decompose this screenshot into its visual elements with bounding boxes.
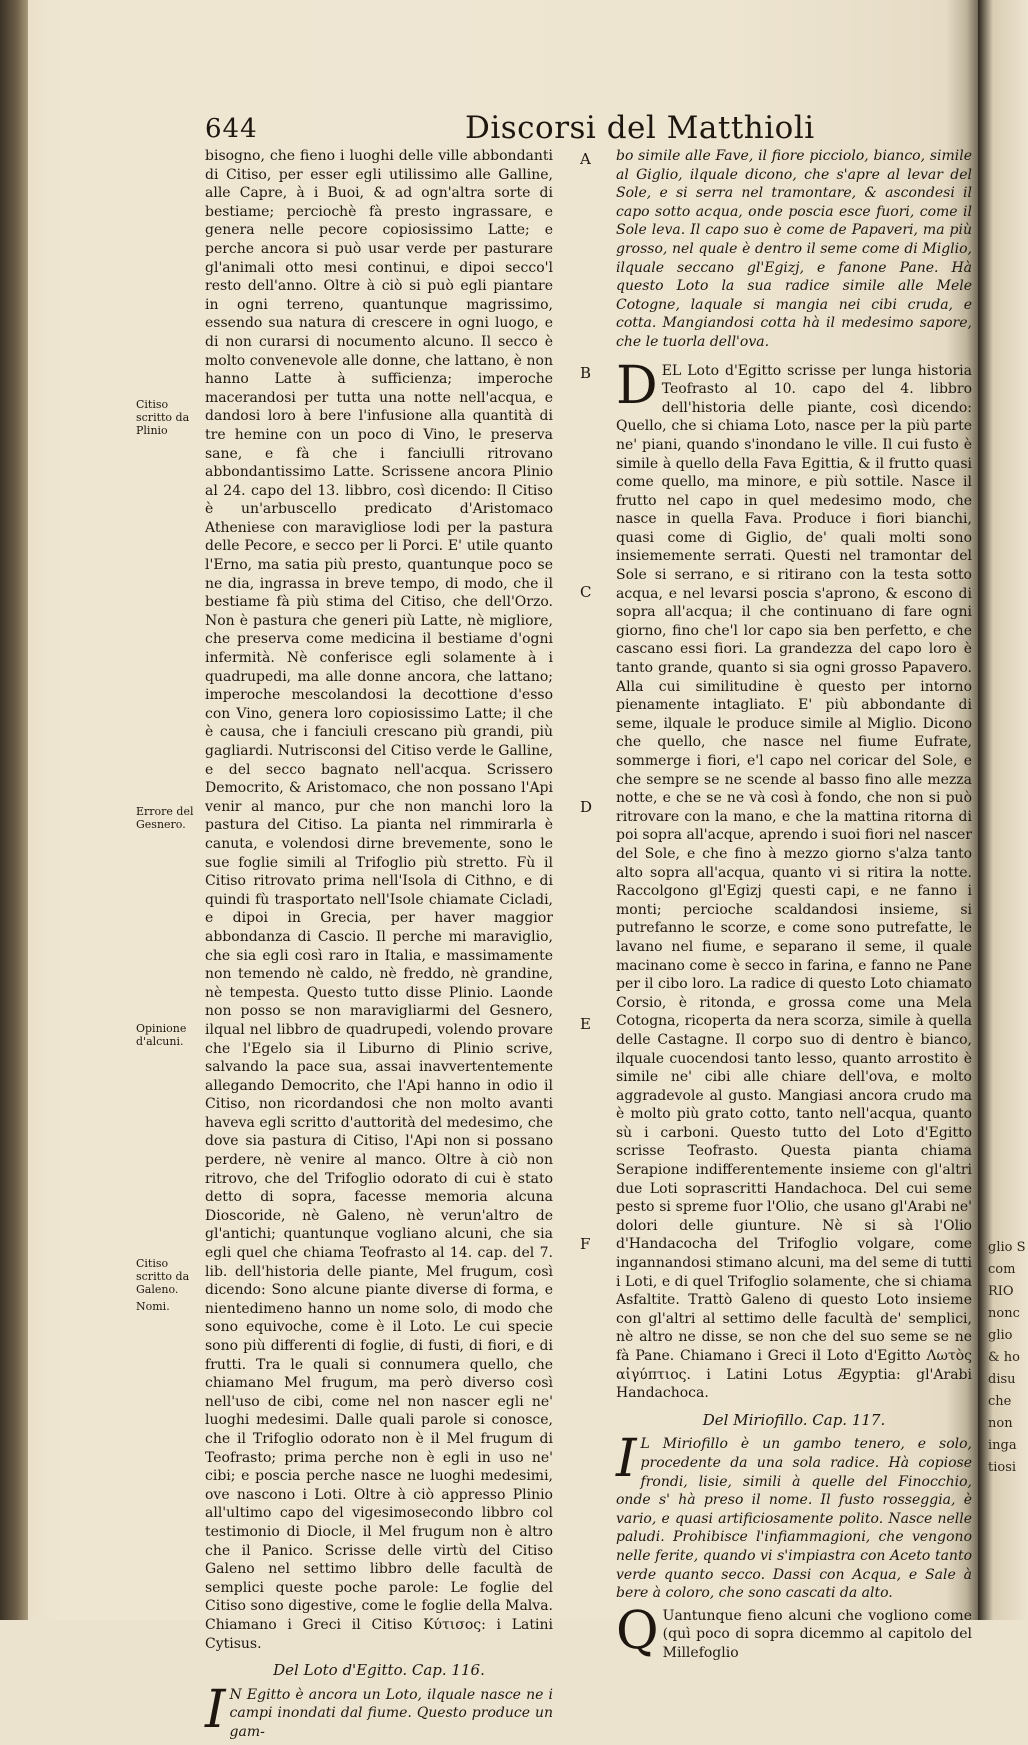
facing-page-fragment: inga [988,1438,1017,1453]
right-column [616,147,972,1667]
section-letter: D [580,798,593,816]
running-title: Discorsi del Matthioli [465,110,815,146]
section-letter: B [580,364,592,382]
facing-page-fragment: nonc [988,1306,1020,1321]
drop-cap: Q [616,1600,659,1661]
facing-page-fragment: RIO [988,1284,1014,1299]
facing-page-fragment: che [988,1394,1012,1409]
drop-cap: D [616,355,658,416]
miriofillo-discourse-body: Uantunque fieno alcuni che vogliono come (quì poco di sopra dicemmo al capitolo del Millefoglio [662,1607,972,1661]
margin-note: Nomi. [136,1300,170,1313]
chapter-116-body: N Egitto è ancora un Loto, ilquale nasce ne i campi inondati dal fiume. Questo produce un gam- [229,1686,553,1740]
chapter-116-text [205,1679,553,1742]
facing-page-fragment: tiosi [988,1460,1017,1475]
margin-note: Errore del Gesnero. [136,805,194,831]
discourse-text: bisogno, che fieno i luoghi delle ville abbondanti di Citiso, per esser egli utilissimo alle Galline, alle Capre, à i Buoi, & ad ogn'altra sorte di bestiame; perciochè fà presto ingrassare, e genera nelle pecore copiosissimo Latte; e perche ancora si può usar verde per pasturare gl'animali otto mesi continui, e dipoi secco'l resto dell'anno. Oltre à ciò si può egli piantare in ogni terreno, quantunque magrissimo, essendo sua natura di crescere in ogni luogo, e di non curarsi di nocumento alcuno. Il secco è molto convenevole alle donne, che lattano, è non hanno Latte à sufficienza; imperoche macerandosi per tutta una notte nell'acqua, e dandosi loro à bere l'infusione alla quantità di tre hemine con un poco di Vino, le preserva sane, e fà che i fanciulli ritrovano abbondantissimo Latte. Scrissene ancora Plinio al 24. capo del 13. libbro, così dicendo: Il Citiso è un'arbuscello predicato d'Aristomaco Atheniese con maravigliose lodi per la pastura delle Pecore, e secco per li Porci. E' utile quanto l'Erno, ma satia più presto, quantunque poco se ne dia, ingrassa in breve tempo, di modo, che il bestiame fà più stima del Citiso, che dell'Orzo. Non è pastura che generi più Latte, nè migliore, che preserva come medicina il bestiame d'ogni infermità. Nè conferisce egli solamente à i quadrupedi, ma alle donne ancora, che lattano; imperoche mescolandosi la decottione d'esso con Vino, genera loro copiosissimo Latte; il che è causa, che i fanciuli crescano più grandi, più gagliardi. Nutrisconsi del Citiso verde le Galline, e del secco bagnato nell'acqua. Scrissero Democrito, & Aristomaco, che non possano l'Api venir al manco, pur che non manchi loro la pastura del Citiso. La pianta nel rimmirarla è canuta, e volendosi dirne brevemente, sono le sue foglie simili al Trifoglio più stretto. Fù il Citiso ritrovato prima nell'Isola di Cithno, e di quindi fù trasportato nell'Isole chiamate Cicladi, e dipoi in Grecia, per haver maggior abbondanza di Cascio. Il perche mi maraviglio, che sia egli così raro in Italia, e massimamente non temendo nè caldo, nè freddo, nè grandine, nè tempesta. Questo tutto disse Plinio. Laonde non posso se non maravigliarmi del Gesnero, ilqual nel libbro de quadrupedi, volendo provare che l'Egelo sia il Liburno di Plinio scrive, salvando la pace sua, assai inavvertentemente allegando Democrito, che l'Api hanno in odio il Citiso, non ricordandosi che non molto avanti haveva egli scritto d'auttorità del medesimo, che dove sia pastura di Citiso, l'Api non si possano perdere, nè venire al manco. Oltre à ciò non ritrovo, che del Trifoglio odorato di cui è stato detto di sopra, facesse memoria alcuna Dioscoride, nè Galeno, nè verun'altro de gl'antichi; quantunque vogliano alcuni, che sia egli quel che chiama Teofrasto al 14. cap. del 7. lib. dell'historia delle piante, Mel frugum, così dicendo: Sono alcune piante diverse di forma, e nientedimeno hanno un nome solo, di modo che sono equivoche, come è il Loto. Le cui specie sono più differenti di foglie, di fusti, di fiori, e di frutti. Tra le quali si connumera quello, che chiamano Mel frugum, ma però diverso così nell'uso de cibi, come nel non nascer egli ne' luoghi medesimi. Dalle quali parole si conosce, che il Trifoglio odorato non è il Mel frugum di Teofrasto; prima perche non è egli in uso ne' cibi; e poscia perche nasce ne luoghi medesimi, ove nascono i Loti. Oltre à ciò appresso Plinio all'ultimo capo del vigesimosecondo libbro col testimonio di Diocle, il Mel frugum non è altro che il Panico. Scrisse delle virtù del Citiso Galeno nel settimo libbro delle facultà de semplici queste poche parole: Le foglie del Citiso sono digestive, come le foglie della Malva. Chiamano i Greci il Citiso Κύτισος: i Latini Cytisus. [205,148,553,1652]
chapter-117-body: L Miriofillo è un gambo tenero, e solo, procedente da una sola radice. Hà copiose frondi, lisie, simili à quelle del Finocchio, onde s' hà preso il nome. Il fusto rosseggia, è vario, e quasi artificiosamente polito. Nasce nelle paludi. Prohibisce l'infiammagioni, che vengono nelle ferite, quando vi s'impiastra con Aceto tanto verde quanto secco. Dassi con Acqua, e Sale à bere à coloro, che sono cascati da alto. [616,1436,972,1602]
chapter-116-continuation: bo simile alle Fave, il fiore picciolo, bianco, simile al Giglio, ilquale dicono, che s'apre al levar del Sole, e si serra nel tramontare, & ascondesi il capo sotto acqua, onde poscia esce fuori, come il Sole leva. Il capo suo è come de Papaveri, ma più grosso, nel quale è dentro il seme come di Miglio, ilquale seccano gl'Egizj, e fanone Pane. Hà questo Loto la sua radice simile alle Mele Cotogne, laquale si mangia nei cibi cruda, e cotta. Mangiandosi cotta hà il medesimo sapore, che le tuorla dell'ova. [616,148,972,350]
facing-page-fragment: & ho [988,1350,1020,1365]
facing-page-edge [978,0,1028,1620]
chapter-116-title: Del Loto d'Egitto. Cap. 116. [273,1661,485,1680]
facing-page-fragment: non [988,1416,1013,1431]
section-letter: A [580,150,591,168]
facing-page-fragment: glio S [988,1240,1026,1255]
facing-page-fragment: disu [988,1372,1016,1387]
miriofillo-discourse [616,1600,972,1663]
section-letter: E [580,1015,591,1033]
margin-note: Citiso scritto da Galeno. [136,1257,190,1296]
left-column [205,147,553,1745]
page-number: 644 [205,114,258,144]
page-header [205,110,965,150]
facing-page-fragment: com [988,1262,1016,1277]
chapter-117-text [616,1429,972,1602]
margin-note: Citiso scritto da Plinio [136,398,190,437]
drop-cap: I [205,1679,226,1740]
left-binding [0,0,28,1620]
section-letter: C [580,583,592,601]
section-letter: F [580,1235,591,1253]
loto-discourse [616,355,972,1403]
margin-note: Opinione d'alcuni. [136,1022,187,1048]
loto-discourse-body: EL Loto d'Egitto scrisse per lunga historia Teofrasto al 10. capo del 4. libbro dell'historia delle piante, così dicendo: Quello, che si chiama Loto, nasce per la più parte ne' piani, quando s'inondano le ville. Il cui fusto è simile à quello della Fava Egittia, & il frutto quasi come quello, ma minore, e più sottile. Nasce il frutto nel capo in quel medesimo modo, che nasce in quella Fava. Produce i fiori bianchi, quasi come di Giglio, de' quali molti sono insiememente serrati. Questi nel tramontar del Sole si serrano, e si ritirano con la testa sotto acqua, e nel levarsi poscia s'aprono, & escono di sopra all'acqua; il che continuano di fare ogni giorno, fino che'l lor capo sia ben perfetto, e che cascano essi fiori. La grandezza del capo loro è tanto grande, quanto si sia ogni grosso Papavero. Alla cui similitudine è questo per intorno pienamente intagliato. E' più abbondante di seme, ilquale le produce simile al Miglio. Dicono che quello, che nasce nel fiume Eufrate, sommerge i fiori, e'l capo nel coricar del Sole, e che sempre se ne scende al basso fino alle mezza notte, e che se ne và così à fondo, che non si può ritrovare con la mano, e che la mattina ritorna di poi sopra all'acque, aprendo i suoi fiori nel nascer del Sole, e che fino à mezzo giorno s'alza tanto alto sopra all'acqua, quanto vi si ritira la notte. Raccolgono gl'Egizj questi capi, e ne fanno i monti; percioche scaldandosi insieme, si putrefanno le scorze, e come sono putrefatte, le lavano nel fiume, e separano il seme, il quale macinano come è secco in farina, e fanno ne Pane per il cibo loro. La radice di questo Loto chiamato Corsio, è ritonda, e grossa come una Mela Cotogna, ricoperta da nera scorza, simile à quella delle Castagne. Il corpo suo di dentro è bianco, ilquale cuocendosi tanto lesso, quanto arrostito è simile ne' cibi alle chiare dell'ova, e molto aggradevole al gusto. Mangiasi ancora crudo ma è molto più grato cotto, tanto nell'acqua, quanto sù i carboni. Questo tutto del Loto d'Egitto scrisse Teofrasto. Questa pianta chiama Serapione indifferentemente insieme con gl'altri due Loti soprascritti Handachoca. Del cui seme pesto si spreme fuor l'Olio, che usano gl'Arabi ne' dolori delle giunture. Nè si sà l'Olio d'Handacocha del Trifoglio volgare, come ingannandosi stimano alcuni, ma del seme di tutti i Loti, e di quel Trifoglio solamente, che si chiama Asfaltite. Trattò Galeno di questo Loto insieme con gl'altri al settimo delle facultà de' semplici, nè altro ne disse, se non che del suo seme se ne fà Pane. Chiamano i Greci il Loto d'Egitto Λωτὸς αἰγύπτιος. i Latini Lotus Ægyptia: gl'Arabi Handachoca. [616,362,972,1402]
chapter-117-title: Del Miriofillo. Cap. 117. [702,1410,886,1429]
facing-page-fragment: glio [988,1328,1013,1343]
drop-cap: I [616,1429,637,1490]
